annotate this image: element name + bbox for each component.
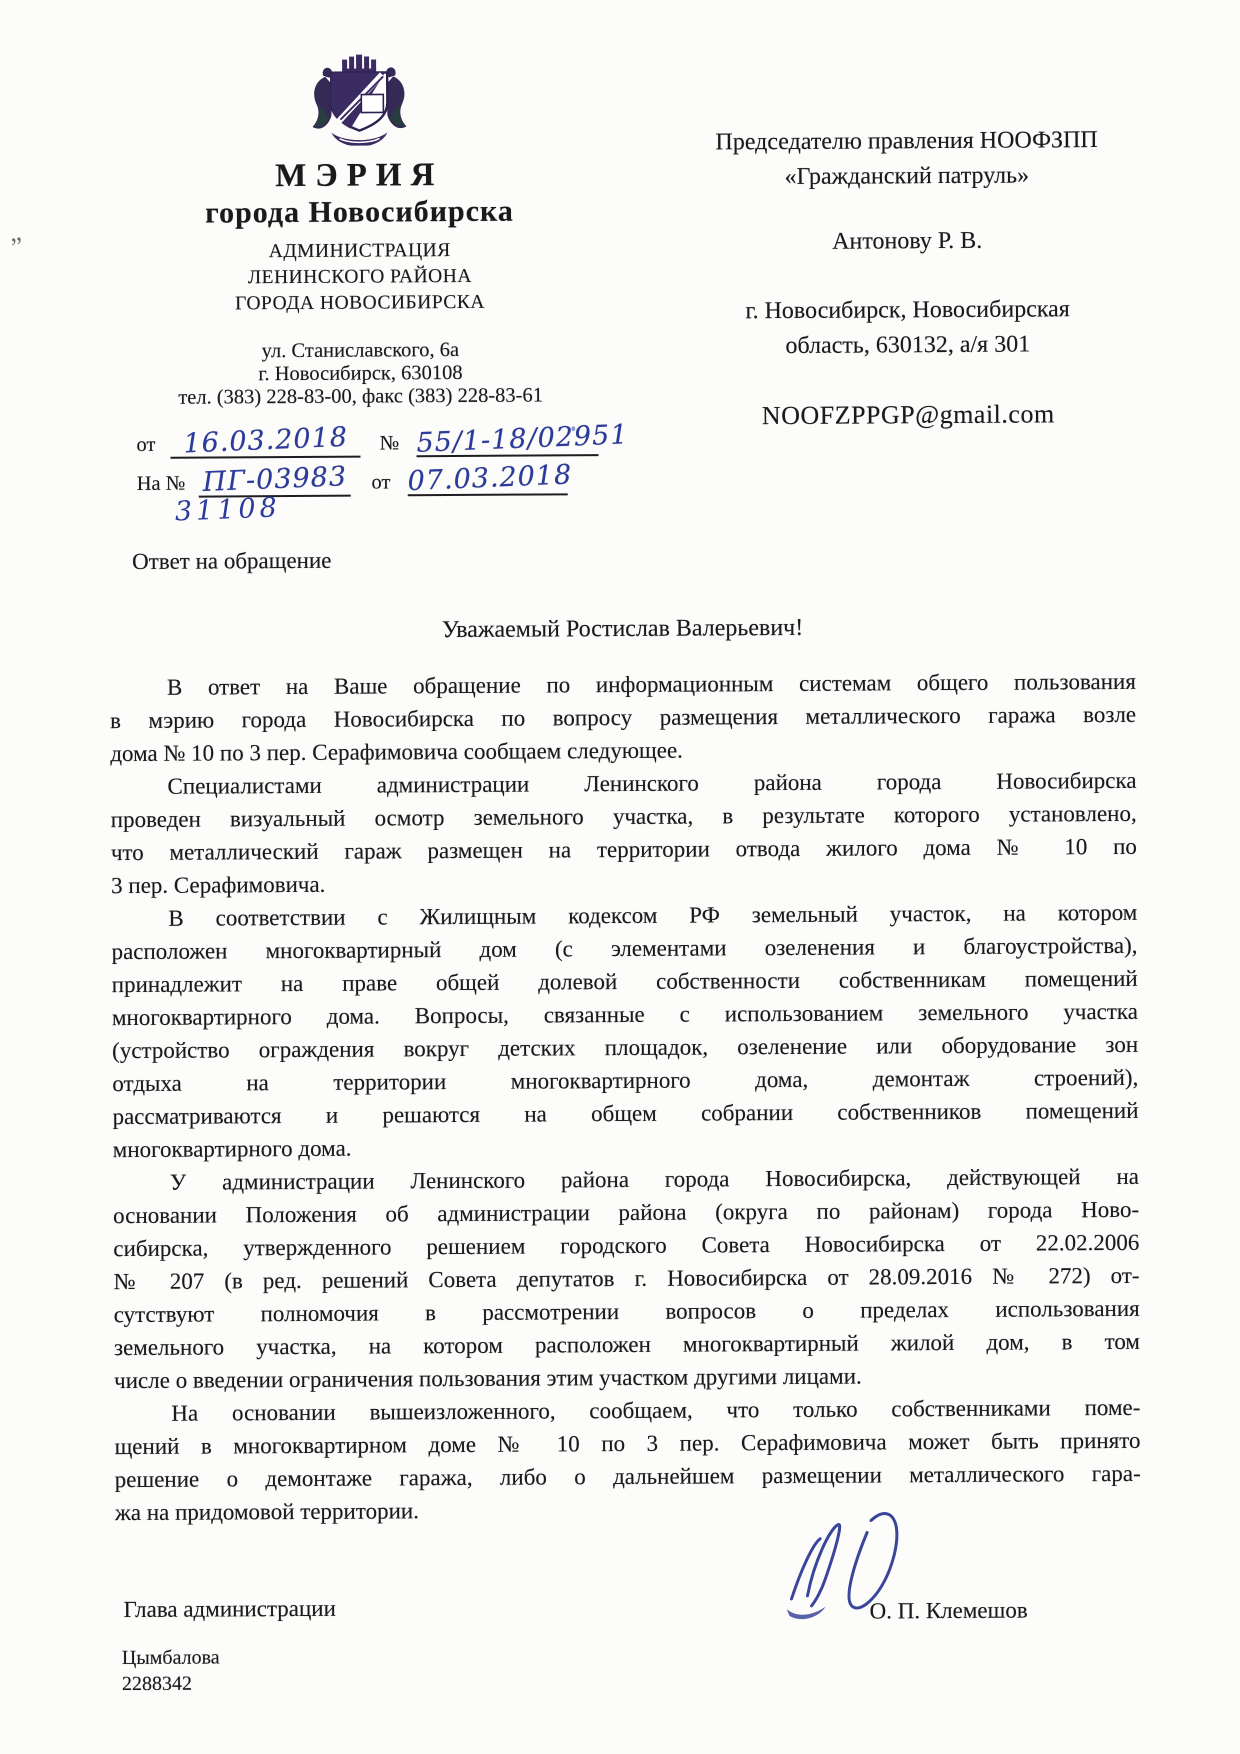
- recipient-name: Антонову Р. В.: [832, 227, 983, 255]
- signature-title: Глава администрации: [123, 1595, 336, 1623]
- body-line: № 207 (в ред. решений Совета депутатов г. Новосибирска от 28.09.2016 № 272) от-: [113, 1262, 1140, 1295]
- subject-line: Ответ на обращение: [132, 547, 332, 574]
- executor-name: Цымбалова: [121, 1646, 220, 1670]
- body-paragraph: [113, 1160, 1140, 1397]
- recipient-title-line1: Председателю правления НООФЗПП: [715, 127, 1098, 156]
- body-line: дома № 10 по 3 пер. Серафимовича сообщаем следующее.: [110, 737, 683, 767]
- novosibirsk-coat-of-arms-icon: [309, 53, 410, 146]
- body-paragraph: [110, 665, 1137, 770]
- outgoing-date-field: [170, 422, 360, 459]
- registration-number-row: [175, 494, 281, 526]
- body-line: 3 пер. Серафимовича.: [111, 871, 326, 899]
- executor-block: [122, 1644, 220, 1697]
- number-label: №: [379, 432, 400, 455]
- handwritten-signature-icon: [750, 1498, 921, 1654]
- body-line: сутствуют полномочия в рассмотрении вопросов о пределах использования: [113, 1295, 1140, 1328]
- body-line: жа на придомовой территории.: [114, 1498, 420, 1526]
- incoming-number-value: ПГ-03983: [201, 461, 348, 499]
- recipient-address-line1: г. Новосибирск, Новосибирская: [745, 296, 1070, 325]
- body-line: многоквартирного дома.: [112, 1135, 352, 1163]
- sender-address-phone-fax: тел. (383) 228-83-00, факс (383) 228-83-61: [178, 384, 544, 409]
- outgoing-date-value: 16.03.2018: [182, 421, 349, 460]
- body-line: расположен многоквартирный дом (с элементами озеленения и благоустройства),: [111, 932, 1138, 965]
- body-line: рассматриваются и решаются на общем собрании собственников помещений: [112, 1097, 1139, 1130]
- salutation: Уважаемый Ростислав Валерьевич!: [441, 614, 804, 644]
- body-line: В ответ на Ваше обращение по информационным системам общего пользования: [166, 668, 1136, 700]
- incoming-reference-row: [136, 459, 573, 499]
- body-line: На основании вышеизложенного, сообщаем, что только собственниками поме-: [171, 1394, 1141, 1426]
- org-title-mayoralty: МЭРИЯ: [275, 157, 444, 195]
- executor-phone: 2288342: [121, 1672, 193, 1696]
- body-line: (устройство ограждения вокруг детских площадок, озеленение или оборудование зон: [112, 1031, 1139, 1064]
- body-line: решение о демонтаже гаража, либо о дальнейшем размещении металлического гара-: [114, 1460, 1141, 1493]
- body-line: числе о введении ограничения пользования этим участком другими лицами.: [114, 1363, 862, 1394]
- recipient-address-line2: область, 630132, а/я 301: [785, 331, 1031, 359]
- body-line: сибирска, утвержденного решением городского Совета Новосибирска от 22.02.2006: [113, 1229, 1140, 1262]
- body-line: У администрации Ленинского района города Новосибирска, действующей на: [169, 1163, 1139, 1195]
- body-paragraph: [110, 764, 1137, 902]
- body-paragraph: [114, 1391, 1141, 1529]
- from-label: от: [136, 433, 156, 456]
- letter-body: [110, 665, 1141, 1529]
- org-admin-line3: ГОРОДА НОВОСИБИРСКА: [235, 291, 486, 315]
- sender-address-street: ул. Станиславского, 6а: [261, 338, 460, 363]
- body-line: многоквартирного дома. Вопросы, связанные с использованием земельного участка: [111, 998, 1138, 1031]
- body-line: что металлический гараж размещен на территории отвода жилого дома № 10 по: [110, 833, 1137, 866]
- recipient-email: NOOFZPPGP@gmail.com: [761, 399, 1055, 431]
- incoming-date-value: 07.03.2018: [406, 459, 573, 498]
- reply-date-label: от: [371, 471, 391, 494]
- body-line: основании Положения об администрации района (округа по районам) города Ново-: [113, 1196, 1140, 1229]
- outgoing-reference-row: [136, 419, 629, 460]
- org-title-city: города Новосибирска: [205, 194, 514, 230]
- outgoing-number-value: 55/1-18/02951: [415, 419, 629, 459]
- body-line: отдыха на территории многоквартирного дома, демонтаж строений),: [112, 1064, 1139, 1097]
- scan-speck-mark: „: [6, 216, 24, 248]
- body-line: земельного участка, на котором расположен многоквартирный жилой дом, в том: [113, 1328, 1140, 1361]
- registration-number-value: 31108: [174, 492, 282, 528]
- recipient-title-line2: «Гражданский патруль»: [784, 162, 1030, 190]
- sender-address-city: г. Новосибирск, 630108: [258, 361, 463, 386]
- incoming-date-field: [406, 459, 573, 498]
- org-admin-line1: АДМИНИСТРАЦИЯ: [268, 240, 451, 263]
- body-line: проведен визуальный осмотр земельного участка, в результате которого установлено,: [110, 800, 1137, 833]
- sender-letterhead: [126, 52, 593, 410]
- body-line: В соответствии с Жилищным кодексом РФ земельный участок, на котором: [168, 899, 1138, 931]
- body-paragraph: [111, 896, 1139, 1166]
- signature-name: О. П. Клемешов: [869, 1597, 1028, 1624]
- outgoing-number-field: [415, 419, 629, 459]
- org-admin-line2: ЛЕНИНСКОГО РАЙОНА: [247, 265, 472, 289]
- recipient-block: [656, 123, 1158, 434]
- body-line: щений в многоквартирном доме № 10 по 3 пер. Серафимовича может быть принято: [114, 1427, 1141, 1460]
- reply-to-label: На №: [136, 472, 186, 495]
- body-line: в мэрию города Новосибирска по вопросу размещения металлического гаража возле: [110, 701, 1137, 734]
- body-line: Специалистами администрации Ленинского района города Новосибирска: [167, 767, 1137, 799]
- body-line: принадлежит на праве общей долевой собственности собственникам помещений: [111, 965, 1138, 998]
